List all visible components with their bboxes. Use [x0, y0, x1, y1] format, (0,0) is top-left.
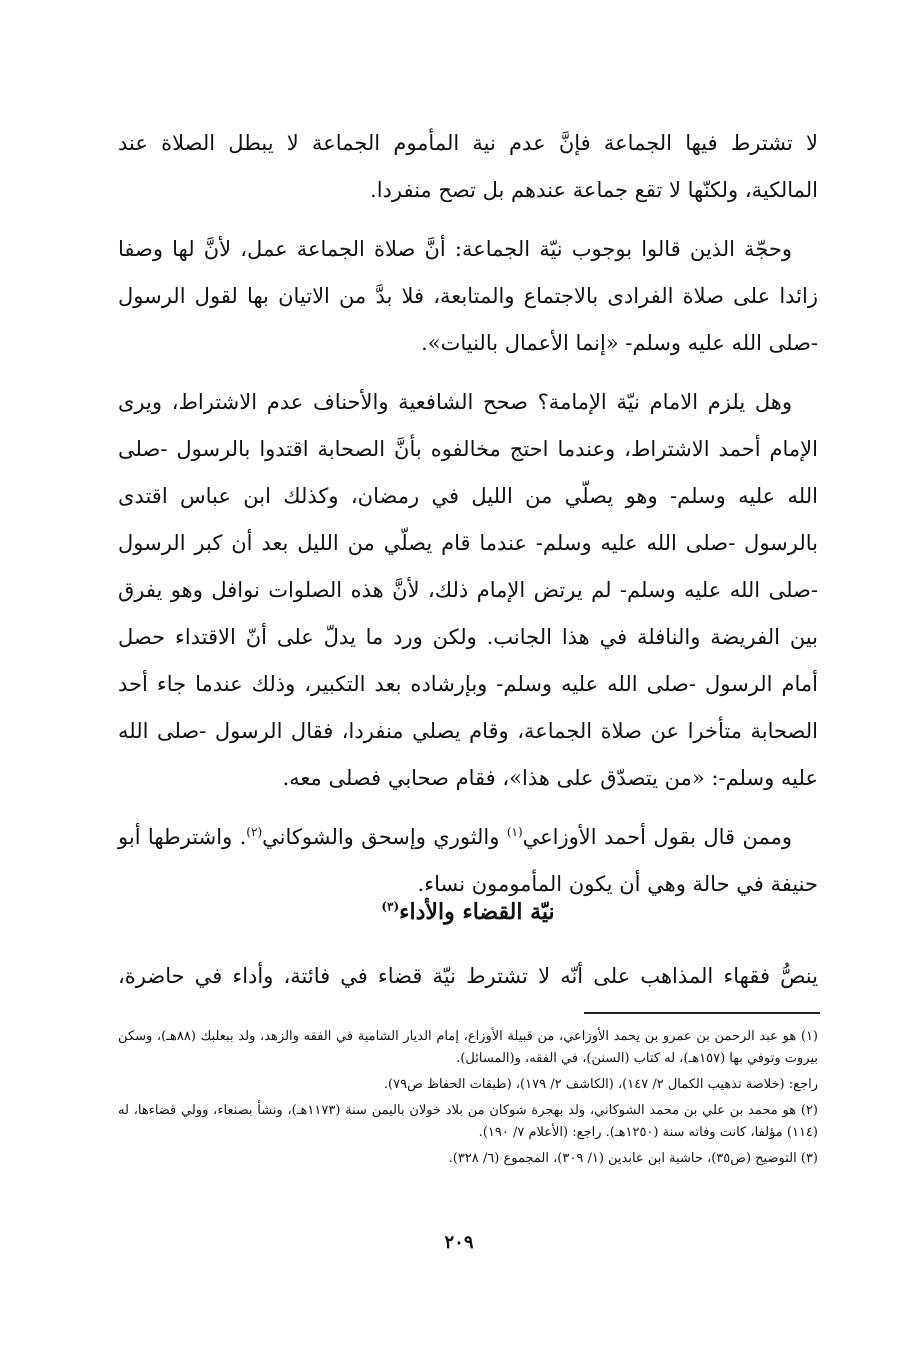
footnotes — [118, 1026, 818, 1174]
footnote-ref-1: (١) — [506, 825, 523, 839]
footnote-ref-3: (٣) — [381, 899, 400, 914]
footnote-1-references: راجع: (خلاصة تذهيب الكمال ٢/ ١٤٧)، (الكاشف ٢/ ١٧٩)، (طبقات الحفاظ ص٧٩). — [383, 1077, 818, 1092]
footnote-1: (١) هو عبد الرحمن بن عمرو بن يحمد الأوزاعي، من قبيلة الأوزاع، إمام الديار الشامية في الفقه والزهد، ولد ببعلبك (٨٨هـ)، وسكن بيروت وتوفي بها (١٥٧هـ)، له كتاب (السنن)، في الفقه، و(المسائل). — [118, 1029, 818, 1066]
footnote-separator — [584, 1012, 820, 1014]
page-number: ٢٠٩ — [444, 1232, 474, 1253]
paragraph-4-part-3: . واشترطها أبو حنيفة في حالة وهي أن يكون المأمومون نساء. — [118, 825, 818, 896]
paragraph-2: وحجّة الذين قالوا بوجوب نيّة الجماعة: أنَّ صلاة الجماعة عمل، لأنَّ لها وصفا زائدا على صلاة الفرادى بالاجتماع والمتابعة، فلا بدَّ من الاتيان بها لقول الرسول -صلى الله عليه وسلم- «إنما الأعمال بالنيات». — [118, 237, 818, 355]
paragraph-1: لا تشترط فيها الجماعة فإنَّ عدم نية المأموم الجماعة لا يبطل الصلاة عند المالكية، ولكنّها لا تقع جماعة عندهم بل تصح منفردا. — [118, 131, 818, 202]
footnote-ref-2: (٢) — [246, 825, 263, 839]
footnote-3: (٣) التوضيح (ص٣٥)، حاشية ابن عابدين (١/ ٣٠٩)، المجموع (٦/ ٣٢٨). — [448, 1151, 818, 1166]
paragraph-3: وهل يلزم الامام نيّة الإمامة؟ صحح الشافعية والأحناف عدم الاشتراط، ويرى الإمام أحمد الاشتراط، وعندما احتج مخالفوه بأنَّ الصحابة اقتدوا بالرسول -صلى الله عليه وسلم- وهو يصلّي من الليل في رمضان، وكذلك ابن عباس اقتدى بالرسول -صلى الله عليه وسلم- عندما قام يصلّي من الليل بعد أن كبر الرسول -صلى الله عليه وسلم- لم يرتض الإمام ذلك، لأنَّ هذه الصلوات نوافل وهو يفرق بين الفريضة والنافلة في هذا الجانب. ولكن ورد ما يدلّ على أنّ الاقتداء حصل أمام الرسول -صلى الله عليه وسلم- وبإرشاده بعد التكبير، وذلك عندما جاء أحد الصحابة متأخرا عن صلاة الجماعة، وقام يصلي منفردا، فقال الرسول -صلى الله عليه وسلم-: «من يتصدّق على هذا»، فقام صحابي فصلى معه. — [118, 390, 818, 790]
paragraph-4-part-2: والثوري وإسحق والشوكاني — [262, 825, 507, 849]
paragraph-4-part-1: وممن قال بقول أحمد الأوزاعي — [522, 825, 792, 849]
main-text — [118, 120, 818, 920]
footnote-2: (٢) هو محمد بن علي بن محمد الشوكاني، ولد بهجرة شوكان من بلاد خولان باليمن سنة (١١٧٣هـ)، ونشأ بصنعاء، وولي قضاءها، له (١١٤) مؤلفا، كانت وفاته سنة (١٢٥٠هـ). راجع: (الأعلام ٧/ ١٩٠). — [118, 1103, 818, 1140]
section-heading — [118, 892, 818, 932]
section-first-line: ينصُّ فقهاء المذاهب على أنّه لا تشترط نيّة قضاء في فائتة، وأداء في حاضرة، — [118, 964, 818, 988]
section-heading-text: نيّة القضاء والأداء — [399, 899, 555, 925]
